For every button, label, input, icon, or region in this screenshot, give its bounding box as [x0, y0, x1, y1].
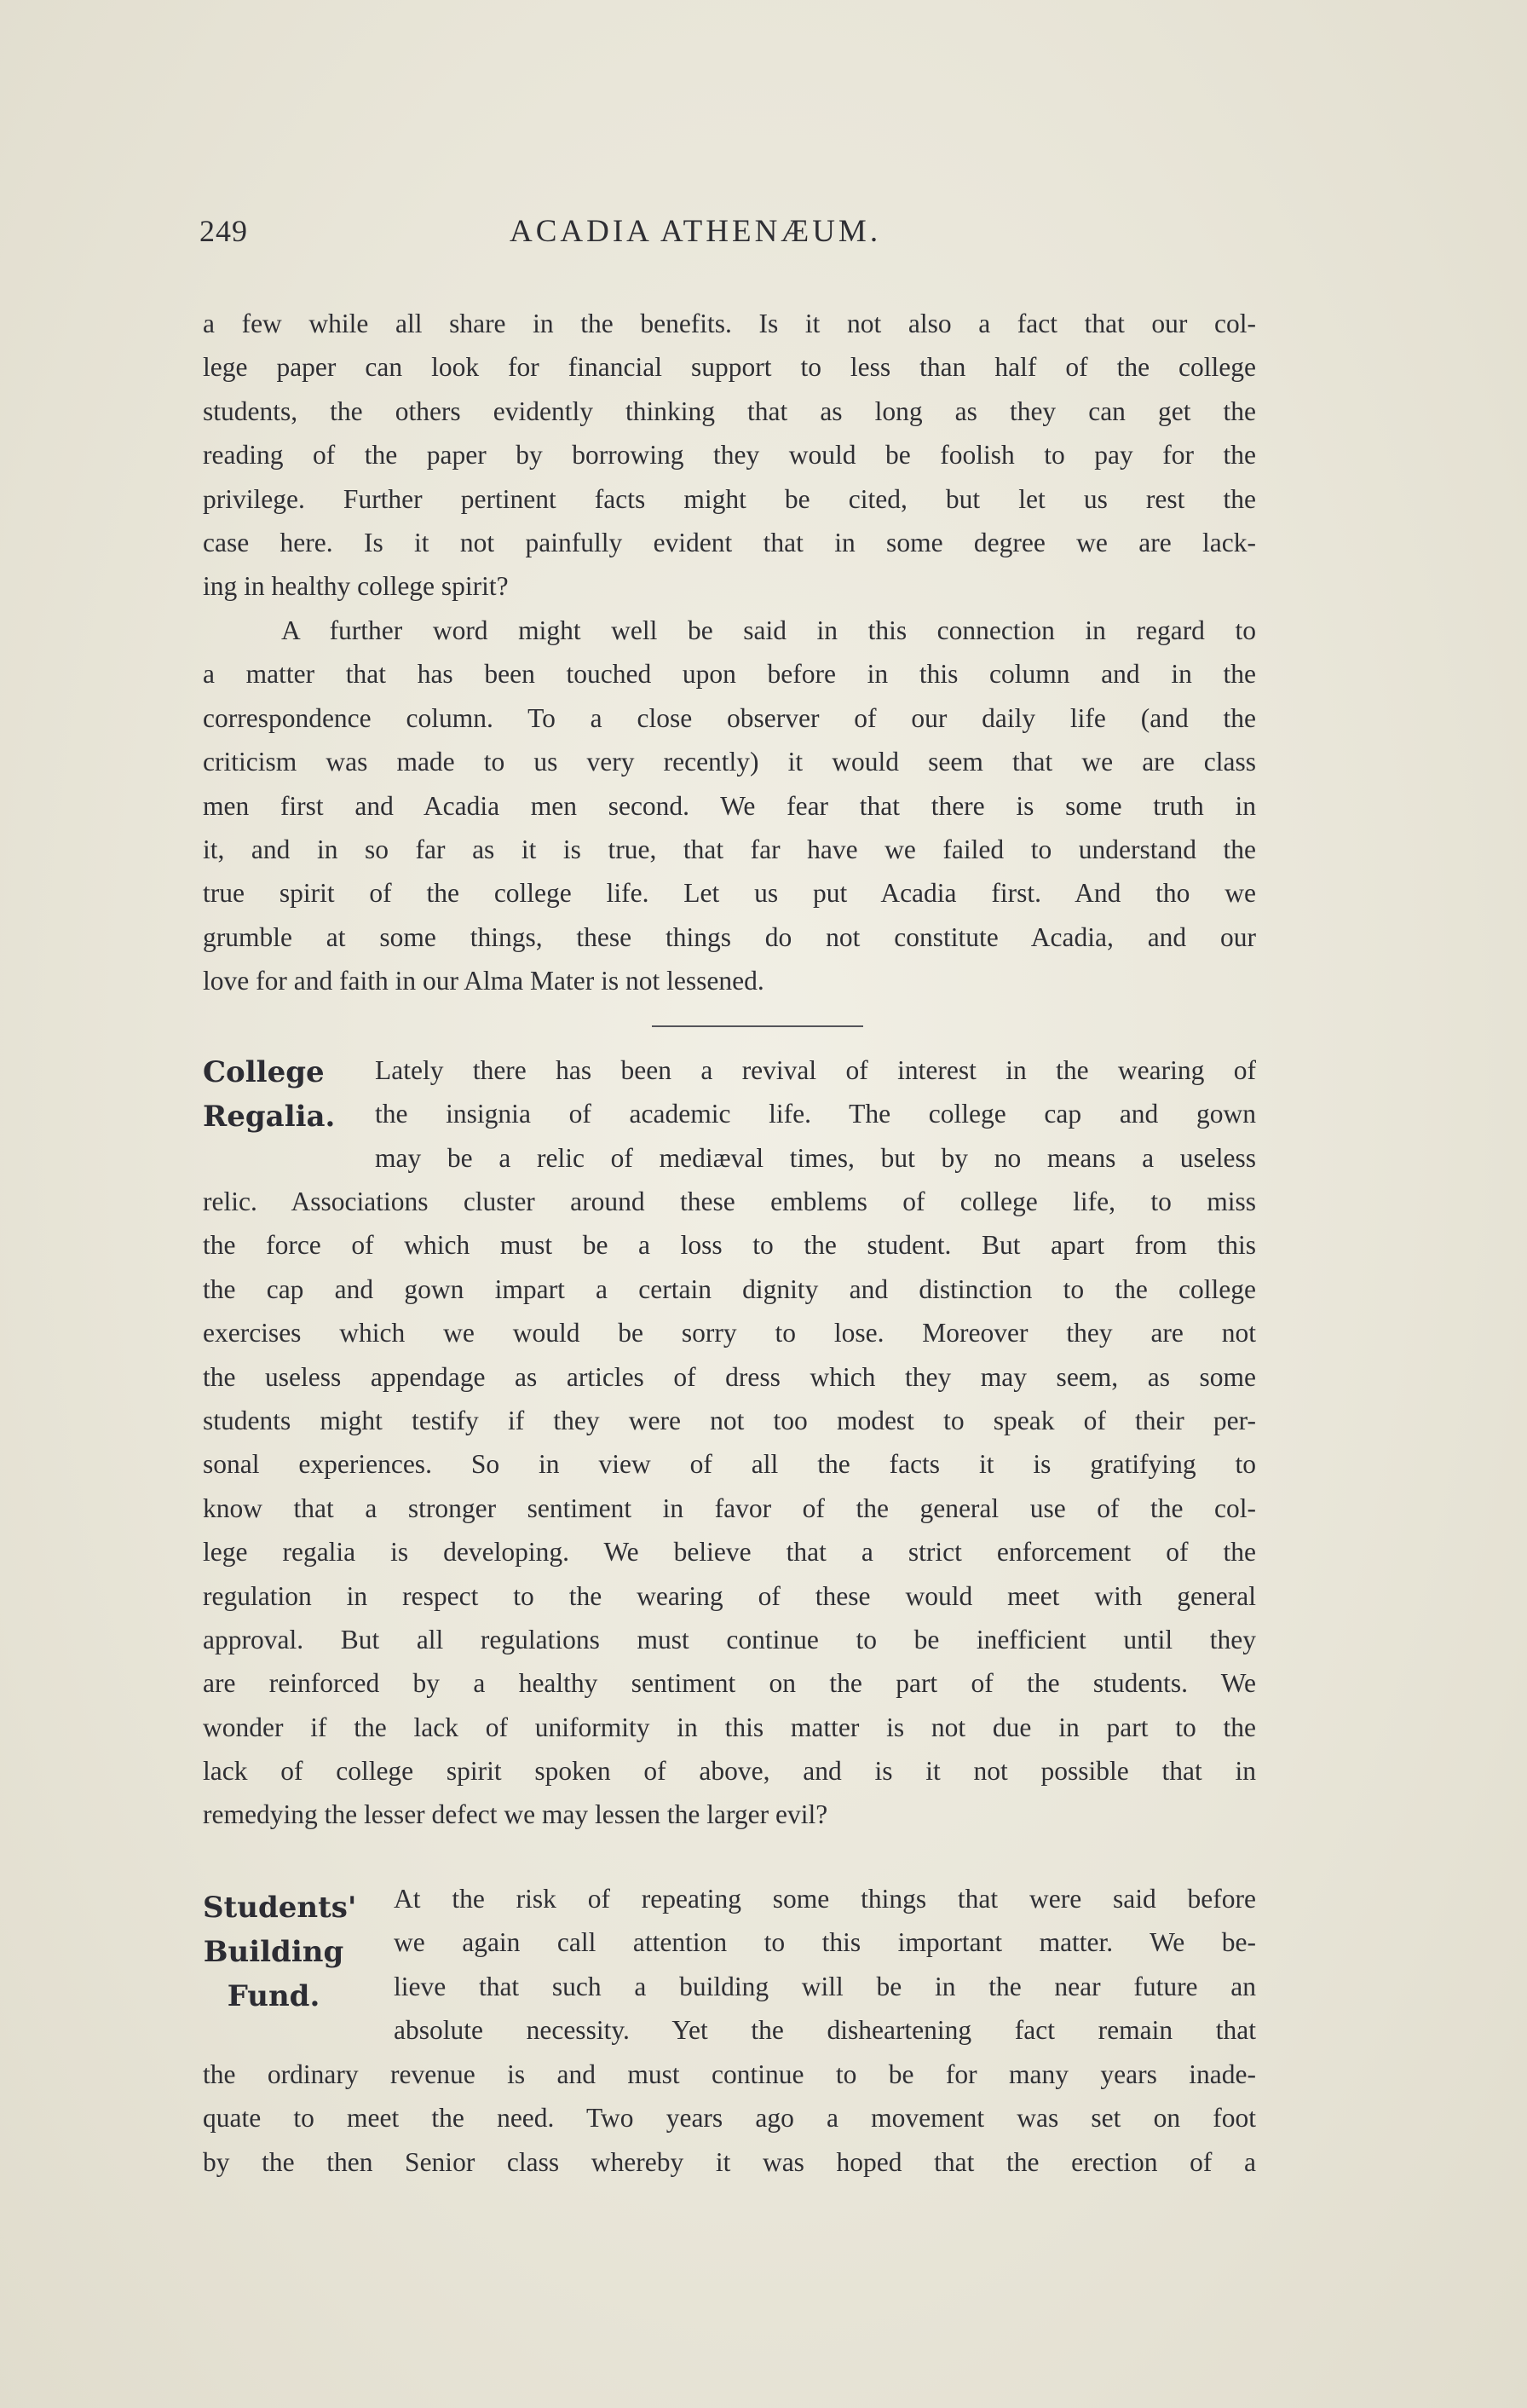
side-head-college-regalia [203, 1050, 335, 1139]
text-line: case here. Is it not painfully evident that in some degree we are lack- [203, 527, 1256, 557]
text-line: men first and Acadia men second. We fear that there is some truth in [203, 790, 1256, 821]
text-line: students, the others evidently thinking that as long as they can get the [203, 396, 1256, 426]
intro-paragraph [203, 302, 1256, 609]
text-line: the ordinary revenue is and must continue to be for many years inade- [203, 2059, 1256, 2089]
text-line: absolute necessity. Yet the disheartening fact remain that [394, 2015, 1256, 2046]
text-line: sonal experiences. So in view of all the facts it is gratifying to [203, 1449, 1256, 1480]
text-line: true spirit of the college life. Let us put Acadia first. And tho we [203, 878, 1256, 909]
text-line: the useless appendage as articles of dress which they may seem, as some [203, 1361, 1256, 1392]
text-line: lack of college spirit spoken of above, and is it not possible that in [203, 1756, 1256, 1787]
text-line: the cap and gown impart a certain dignity and distinction to the college [203, 1273, 1256, 1304]
text-line: ing in healthy college spirit? [203, 571, 509, 602]
text-line: A further word might well be said in this connection in regard to [281, 615, 1256, 645]
text-line: approval. But all regulations must continue to be inefficient until they [203, 1624, 1256, 1654]
running-title: ACADIA ATHENÆUM. [510, 214, 882, 249]
text-line: remedying the lesser defect we may lessen the larger evil? [203, 1799, 828, 1830]
text-line: may be a relic of mediæval times, but by no means a useless [375, 1142, 1256, 1173]
text-line: by the then Senior class whereby it was hoped that the erection of a [203, 2146, 1256, 2177]
text-line: lege regalia is developing. We believe that a strict enforcement of the [203, 1537, 1256, 1568]
side-head-line: Regalia. [203, 1100, 336, 1134]
text-line: lieve that such a building will be in the near future an [394, 1971, 1256, 2001]
text-line: students might testify if they were not too modest to speak of their per- [203, 1405, 1256, 1435]
text-line: a matter that has been touched upon before in this column and in the [203, 659, 1256, 690]
text-line: grumble at some things, these things do not constitute Acadia, and our [203, 921, 1256, 952]
text-line: it, and in so far as it is true, that far have we failed to understand the [203, 834, 1256, 864]
text-line: a few while all share in the benefits. Is it not also a fact that our col- [203, 309, 1256, 338]
text-line: privilege. Further pertinent facts might be cited, but let us rest the [203, 483, 1256, 514]
text-line: the force of which must be a loss to the student. But apart from this [203, 1230, 1256, 1261]
text-line: know that a stronger sentiment in favor of the general use of the col- [203, 1493, 1256, 1523]
text-line: regulation in respect to the wearing of these would meet with general [203, 1580, 1256, 1611]
text-line: the insignia of academic life. The college cap and gown [375, 1099, 1256, 1129]
college-regalia-body-text [203, 1180, 1256, 1837]
side-head-line: College [203, 1055, 325, 1089]
college-spirit-paragraph [203, 609, 1256, 1003]
text-line: At the risk of repeating some things that were said before [394, 1884, 1256, 1914]
side-head-line: Fund. [227, 1979, 320, 2013]
building-fund-hanging-text [394, 1877, 1256, 2053]
page-number: 249 [199, 214, 248, 248]
text-line: relic. Associations cluster around these emblems of college life, to miss [203, 1187, 1256, 1216]
side-head-line: Students' [203, 1891, 357, 1925]
section-divider [652, 1025, 863, 1027]
text-line: we again call attention to this important matter. We be- [394, 1927, 1256, 1958]
text-line: wonder if the lack of uniformity in this matter is not due in part to the [203, 1712, 1256, 1742]
text-line: are reinforced by a healthy sentiment on the part of the students. We [203, 1668, 1256, 1699]
page-header [199, 213, 1256, 256]
text-line: Lately there has been a revival of interest in the wearing of [375, 1055, 1256, 1085]
text-line: exercises which we would be sorry to lose. Moreover they are not [203, 1318, 1256, 1348]
college-regalia-hanging-text [375, 1048, 1256, 1180]
text-line: lege paper can look for financial support to less than half of the college [203, 352, 1256, 383]
building-fund-body-text [203, 2053, 1256, 2184]
text-line: quate to meet the need. Two years ago a movement was set on foot [203, 2103, 1256, 2134]
text-line: reading of the paper by borrowing they would be foolish to pay for the [203, 440, 1256, 471]
side-head-line: Building [203, 1935, 344, 1969]
text-line: criticism was made to us very recently) it would seem that we are class [203, 747, 1256, 777]
text-line: love for and faith in our Alma Mater is not lessened. [203, 966, 764, 996]
side-head-building-fund [203, 1885, 357, 2018]
text-line: correspondence column. To a close observer of our daily life (and the [203, 702, 1256, 733]
